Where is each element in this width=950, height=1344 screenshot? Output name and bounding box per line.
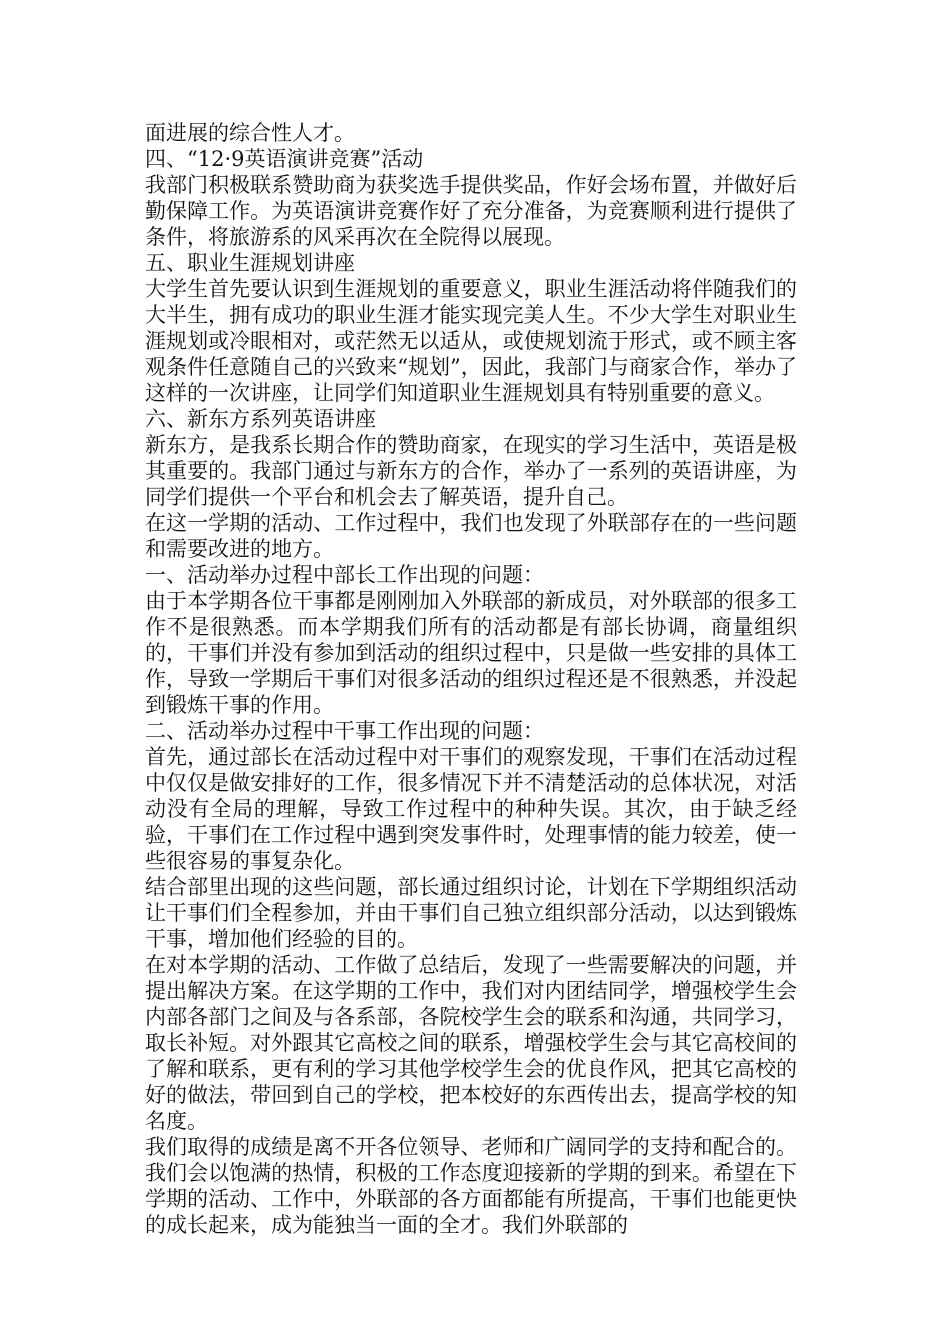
section-heading-career-planning: 五、职业生涯规划讲座 [145, 251, 355, 275]
paragraph-career-planning: 大学生首先要认识到生涯规划的重要意义，职业生涯活动将伴随我们的大半生，拥有成功的职业生涯才能实现完美人生。不少大学生对职业生涯规划或冷眼相对，或茫然无以适从，或使规划流于形式，或不顾主客观条件任意随自己的兴致来“规划”，因此，我部门与商家合作，举办了这样的一次讲座，让同学们知道职业生涯规划具有特别重要的意义。 [145, 277, 797, 405]
paragraph-summary: 在对本学期的活动、工作做了总结后，发现了一些需要解决的问题，并提出解决方案。在这学期的工作中，我们对内团结同学，增强校学生会内部各部门之间及与各系部，各院校学生会的联系和沟通，共同学习，取长补短。对外跟其它高校之间的联系，增强校学生会与其它高校间的了解和联系，更有利的学习其他学校学生会的优良作风，把其它高校的好的做法，带回到自己的学校，把本校好的东西传出去，提高学校的知名度。 [145, 953, 797, 1133]
paragraph-minister-problems: 由于本学期各位干事都是刚刚加入外联部的新成员，对外联部的很多工作不是很熟悉。而本学期我们所有的活动都是有部长协调，商量组织的，干事们并没有参加到活动的组织过程中，只是做一些安排的具体工作，导致一学期后干事们对很多活动的组织过程还是不很熟悉，并没起到锻炼干事的作用。 [145, 589, 797, 717]
paragraph-plan: 结合部里出现的这些问题，部长通过组织讨论，计划在下学期组织活动让干事们们全程参加，并由干事们自己独立组织部分活动，以达到锻炼干事，增加他们经验的目的。 [145, 875, 797, 951]
paragraph-staff-problems: 首先，通过部长在活动过程中对干事们的观察发现，干事们在活动过程中仅仅是做安排好的工作，很多情况下并不清楚活动的总体状况，对活动没有全局的理解，导致工作过程中的种种失误。其次，由于缺乏经验，干事们在工作过程中遇到突发事件时，处理事情的能力较差，使一些很容易的事复杂化。 [145, 745, 797, 873]
paragraph-closing: 我们取得的成绩是离不开各位领导、老师和广阔同学的支持和配合的。我们会以饱满的热情，积极的工作态度迎接新的学期的到来。希望在下学期的活动、工作中，外联部的各方面都能有所提高，干事们也能更快的成长起来，成为能独当一面的全才。我们外联部的 [145, 1135, 797, 1237]
paragraph-speech-contest: 我部门积极联系赞助商为获奖选手提供奖品，作好会场布置，并做好后勤保障工作。为英语演讲竞赛作好了充分准备，为竞赛顺利进行提供了条件，将旅游系的风采再次在全院得以展现。 [145, 173, 797, 249]
section-heading-staff-problems: 二、活动举办过程中干事工作出现的问题： [145, 719, 544, 743]
section-heading-new-oriental: 六、新东方系列英语讲座 [145, 407, 376, 431]
paragraph-problems-intro: 在这一学期的活动、工作过程中，我们也发现了外联部存在的一些问题和需要改进的地方。 [145, 511, 797, 561]
document-page [145, 120, 797, 1238]
paragraph-new-oriental: 新东方，是我系长期合作的赞助商家，在现实的学习生活中，英语是极其重要的。我部门通过与新东方的合作，举办了一系列的英语讲座，为同学们提供一个平台和机会去了解英语，提升自己。 [145, 433, 797, 509]
section-heading-minister-problems: 一、活动举办过程中部长工作出现的问题： [145, 563, 544, 587]
section-heading-speech-contest: 四、“12·9英语演讲竞赛”活动 [145, 147, 424, 171]
paragraph-continuation: 面进展的综合性人才。 [145, 121, 355, 145]
